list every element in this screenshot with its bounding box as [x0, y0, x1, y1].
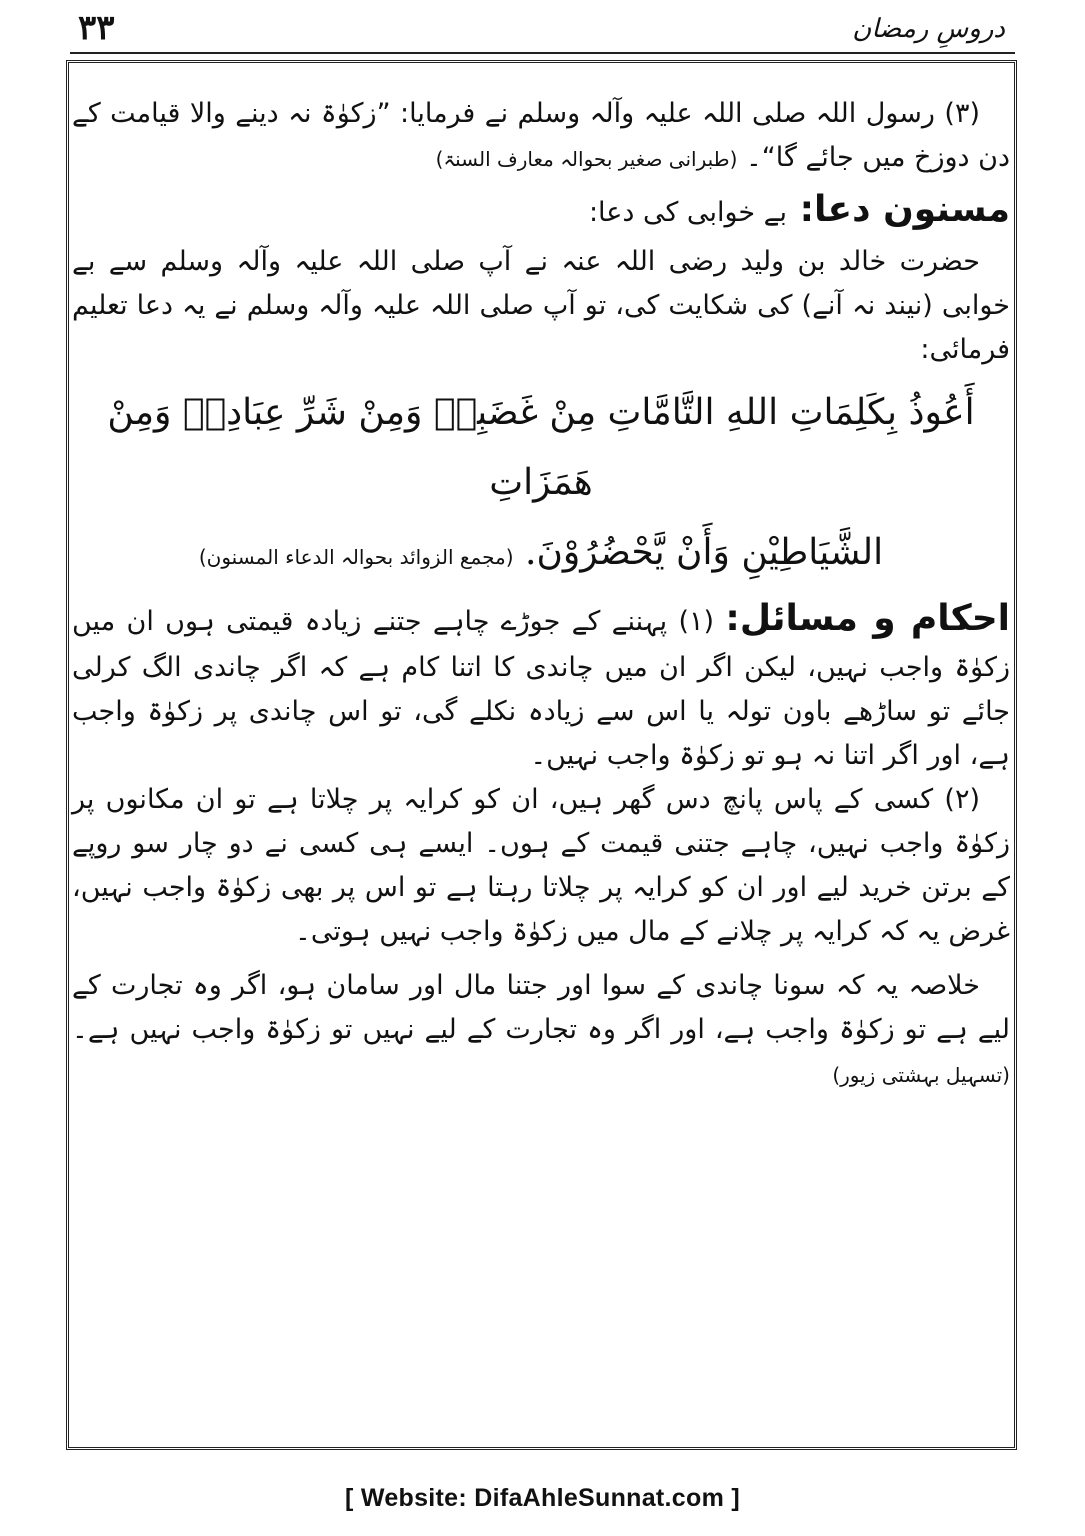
- hadith-3-reference: (طبرانی صغیر بحوالہ معارف السنۃ): [435, 147, 738, 171]
- masnoon-dua-title: مسنون دعا:: [799, 189, 1010, 230]
- paragraph-ahkam-2: (۲) کسی کے پاس پانچ دس گھر ہیں، ان کو کرایہ پر چلاتا ہے تو ان مکانوں پر زکوٰۃ واجب نہیں، چاہے جتنی قیمت کے ہوں۔ ایسے ہی کسی نے دو چار سو روپے کے برتن خرید لیے اور ان کو کرایہ پر چلاتا رہتا ہے تو اس پر بھی زکوٰۃ واجب نہیں، غرض یہ کہ کرایہ پر چلانے کے مال میں زکوٰۃ واجب نہیں ہوتی۔: [72, 784, 1010, 947]
- paragraph-hadith-3: [72, 92, 1010, 181]
- hadith-3-text: (۳) رسول اللہ صلی اللہ علیہ وآلہ وسلم نے فرمایا: ”زکوٰۃ نہ دینے والا قیامت کے دن دوزخ میں جائے گا“۔: [72, 98, 1010, 173]
- page-body: [72, 92, 1010, 1432]
- paragraph-ahkam-1: [72, 592, 1010, 778]
- ahkam-1-text: (۱) پہننے کے جوڑے چاہے جتنے زیادہ قیمتی ہوں ان میں زکوٰۃ واجب نہیں، لیکن اگر ان میں چاندی کا اتنا کام ہے کہ اگر چاندی الگ کرلی جائے تو ساڑھے باون تولہ یا اس سے زیادہ نکلے گی، تو اس چاندی پر زکوٰۃ واجب ہے، اور اگر اتنا نہ ہو تو زکوٰۃ واجب نہیں۔: [72, 606, 1010, 771]
- header-divider: [70, 52, 1015, 54]
- summary-text: خلاصہ یہ کہ سونا چاندی کے سوا اور جتنا مال اور سامان ہو، اگر وہ تجارت کے لیے ہے تو زکوٰۃ واجب ہے، اور اگر وہ تجارت کے لیے نہیں تو زکوٰۃ واجب نہیں ہے۔: [72, 970, 1010, 1045]
- arabic-dua-block: [72, 378, 1010, 592]
- arabic-dua-line-2: [72, 518, 1010, 592]
- book-title: دروسِ رمضان: [852, 14, 1005, 44]
- page-number: ۳۳: [78, 8, 115, 48]
- masnoon-dua-heading: [72, 183, 1010, 240]
- spacer: [72, 954, 1010, 964]
- paragraph-dua-context: حضرت خالد بن ولید رضی اللہ عنہ نے آپ صلی اللہ علیہ وآلہ وسلم سے بے خوابی (نیند نہ آنے) کی شکایت کی، تو آپ صلی اللہ علیہ وآلہ وسلم نے یہ دعا تعلیم فرمائی:: [72, 246, 1010, 365]
- summary-reference: (تسہیل بہشتی زیور): [832, 1063, 1010, 1087]
- arabic-dua-line-2-text: الشَّيَاطِيْنِ وَأَنْ يَّحْضُرُوْنَ.: [525, 532, 884, 573]
- page-header: [0, 0, 1085, 62]
- arabic-dua-reference: (مجمع الزوائد بحوالہ الدعاء المسنون): [198, 545, 514, 569]
- paragraph-summary: [72, 964, 1010, 1097]
- insomnia-dua-subtitle: بے خوابی کی دعا:: [588, 197, 788, 228]
- arabic-dua-line-1: أَعُوذُ بِكَلِمَاتِ اللهِ التَّامَّاتِ مِنْ غَضَبِهٖ وَمِنْ شَرِّ عِبَادِهٖ وَمِنْ هَمَزَاتِ: [107, 392, 975, 503]
- website-footer: [ Website: DifaAhleSunnat.com ]: [345, 1484, 740, 1512]
- ahkam-heading: احکام و مسائل:: [725, 598, 1010, 639]
